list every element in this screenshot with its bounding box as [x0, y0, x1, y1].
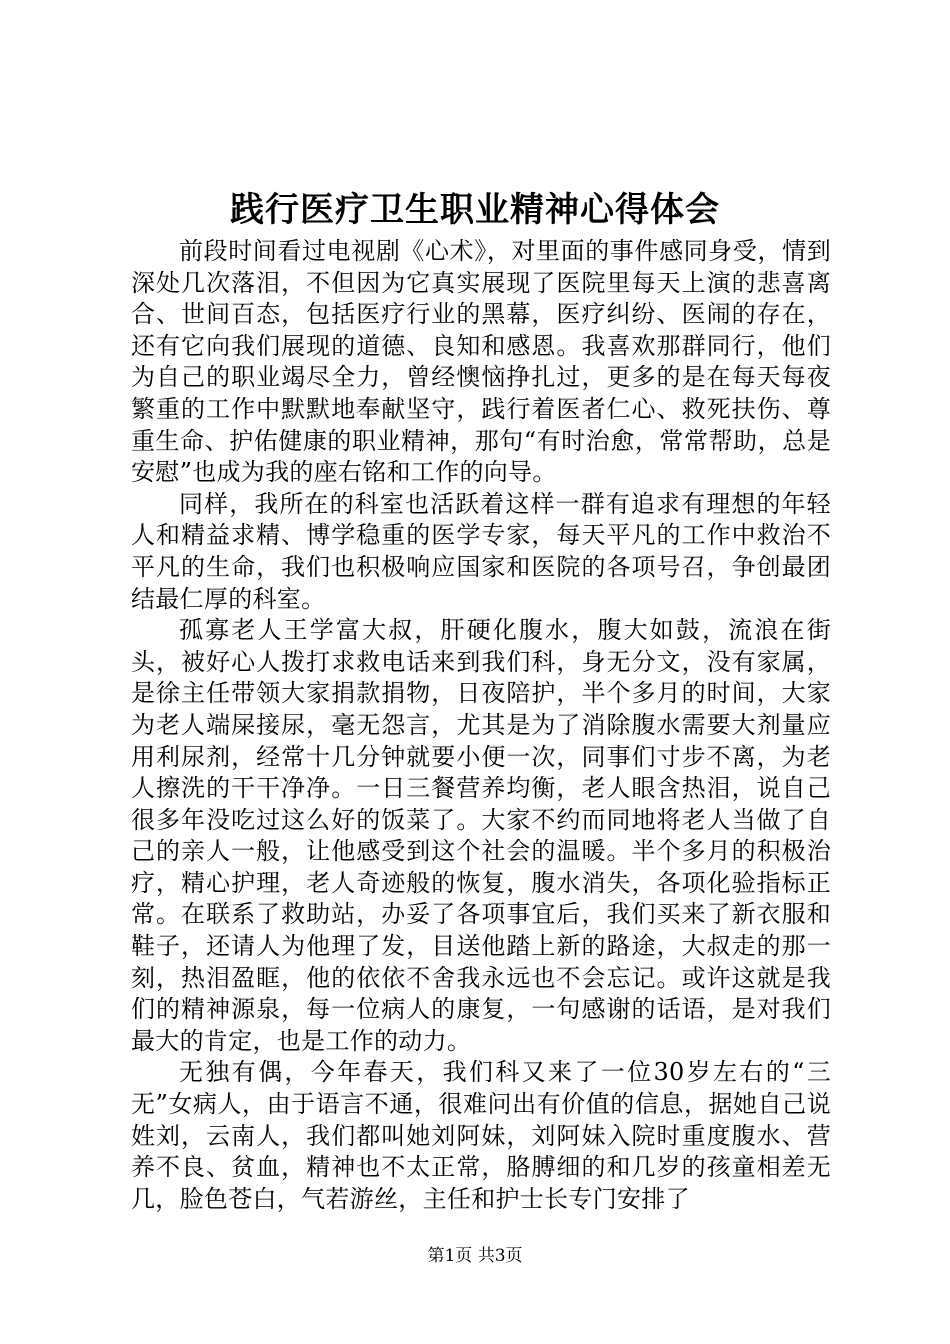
- document-title: 践行医疗卫生职业精神心得体会: [230, 190, 720, 230]
- paragraph-4: 无独有偶，今年春天，我们科又来了一位30岁左右的“三无”女病人，由于语言不通，很难问出有价值的信息，据她自己说姓刘，云南人，我们都叫她刘阿妹，刘阿妹入院时重度腹水、营养不良、贫血，精神也不太正常，胳膊细的和几岁的孩童相差无几，脸色苍白，气若游丝，主任和护士长专门安排了: [131, 1058, 831, 1213]
- paragraph-1: 前段时间看过电视剧《心术》，对里面的事件感同身受，情到深处几次落泪，不但因为它真实展现了医院里每天上演的悲喜离合、世间百态，包括医疗行业的黑幕，医疗纠纷、医闹的存在，还有它向我们展现的道德、良知和感恩。我喜欢那群同行，他们为自己的职业竭尽全力，曾经懊恼挣扎过，更多的是在每天每夜繁重的工作中默默地奉献坚守，践行着医者仁心、救死扶伤、尊重生命、护佑健康的职业精神，那句“有时治愈，常常帮助，总是安慰”也成为我的座右铭和工作的向导。: [131, 237, 831, 487]
- paragraph-3: 孤寡老人王学富大叔，肝硬化腹水，腹大如鼓，流浪在街头，被好心人拨打求救电话来到我们科，身无分文，没有家属，是徐主任带领大家捐款捐物，日夜陪护，半个多月的时间，大家为老人端屎接尿，毫无怨言，尤其是为了消除腹水需要大剂量应用利尿剂，经常十几分钟就要小便一次，同事们寸步不离，为老人擦洗的干干净净。一日三餐营养均衡，老人眼含热泪，说自己很多年没吃过这么好的饭菜了。大家不约而同地将老人当做了自己的亲人一般，让他感受到这个社会的温暖。半个多月的积极治疗，精心护理，老人奇迹般的恢复，腹水消失，各项化验指标正常。在联系了救助站，办妥了各项事宜后，我们买来了新衣服和鞋子，还请人为他理了发，目送他踏上新的路途，大叔走的那一刻，热泪盈眶，他的依依不舍我永远也不会忘记。或许这就是我们的精神源泉，每一位病人的康复，一句感谢的话语，是对我们最大的肯定，也是工作的动力。: [131, 616, 831, 1055]
- paragraph-2: 同样，我所在的科室也活跃着这样一群有追求有理想的年轻人和精益求精、博学稳重的医学专家，每天平凡的工作中救治不平凡的生命，我们也积极响应国家和医院的各项号召，争创最团结最仁厚的科室。: [131, 489, 831, 613]
- document-body: [131, 236, 831, 1215]
- page-footer: 第1页 共3页: [427, 1246, 523, 1266]
